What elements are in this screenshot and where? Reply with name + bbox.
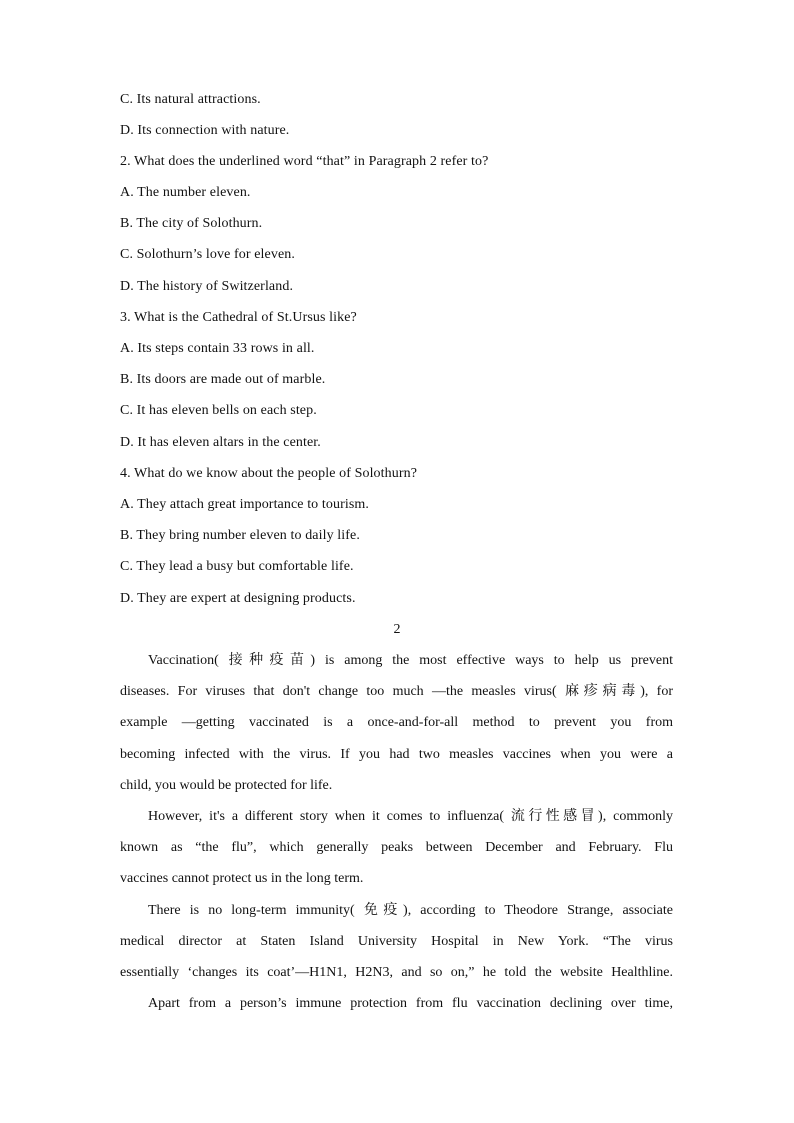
q1-option-c: C. Its natural attractions.	[120, 92, 261, 107]
passage-line-12: Apart from a person’s immune protection from flu vaccination declining over time,	[148, 996, 673, 1011]
q4-option-a: A. They attach great importance to tourism.	[120, 497, 369, 512]
q3-option-a: A. Its steps contain 33 rows in all.	[120, 341, 315, 356]
passage-line-9: There is no long-term immunity( 免疫), according to Theodore Strange, associate	[148, 903, 673, 918]
passage-line-10: medical director at Staten Island University Hospital in New York. “The virus	[120, 934, 673, 949]
passage-line-5: child, you would be protected for life.	[120, 778, 333, 793]
q4-stem: 4. What do we know about the people of Solothurn?	[120, 466, 418, 481]
q4-option-c: C. They lead a busy but comfortable life.	[120, 559, 354, 574]
q2-stem: 2. What does the underlined word “that” in Paragraph 2 refer to?	[120, 154, 489, 169]
passage-line-4: becoming infected with the virus. If you had two measles vaccines when you were a	[120, 747, 673, 762]
q3-stem: 3. What is the Cathedral of St.Ursus like?	[120, 310, 357, 325]
q2-option-c: C. Solothurn’s love for eleven.	[120, 247, 295, 262]
passage-line-7: known as “the flu”, which generally peaks between December and February. Flu	[120, 840, 673, 855]
section-number: 2	[393, 622, 401, 637]
passage-line-11: essentially ‘changes its coat’—H1N1, H2N3, and so on,” he told the website Healthline.	[120, 965, 673, 980]
passage-line-1: Vaccination( 接种疫苗) is among the most effective ways to help us prevent	[148, 653, 673, 668]
passage-line-6: However, it's a different story when it comes to influenza( 流行性感冒), commonly	[148, 809, 673, 824]
q3-option-b: B. Its doors are made out of marble.	[120, 372, 326, 387]
passage-line-2: diseases. For viruses that don't change too much —the measles virus( 麻疹病毒), for	[120, 684, 673, 699]
q2-option-d: D. The history of Switzerland.	[120, 279, 294, 294]
q2-option-a: A. The number eleven.	[120, 185, 251, 200]
q2-option-b: B. The city of Solothurn.	[120, 216, 263, 231]
passage-line-3: example —getting vaccinated is a once-and-for-all method to prevent you from	[120, 715, 673, 730]
q4-option-d: D. They are expert at designing products.	[120, 591, 356, 606]
q4-option-b: B. They bring number eleven to daily life.	[120, 528, 360, 543]
q1-option-d: D. Its connection with nature.	[120, 123, 290, 138]
passage-line-8: vaccines cannot protect us in the long term.	[120, 871, 364, 886]
q3-option-c: C. It has eleven bells on each step.	[120, 403, 317, 418]
q3-option-d: D. It has eleven altars in the center.	[120, 435, 321, 450]
